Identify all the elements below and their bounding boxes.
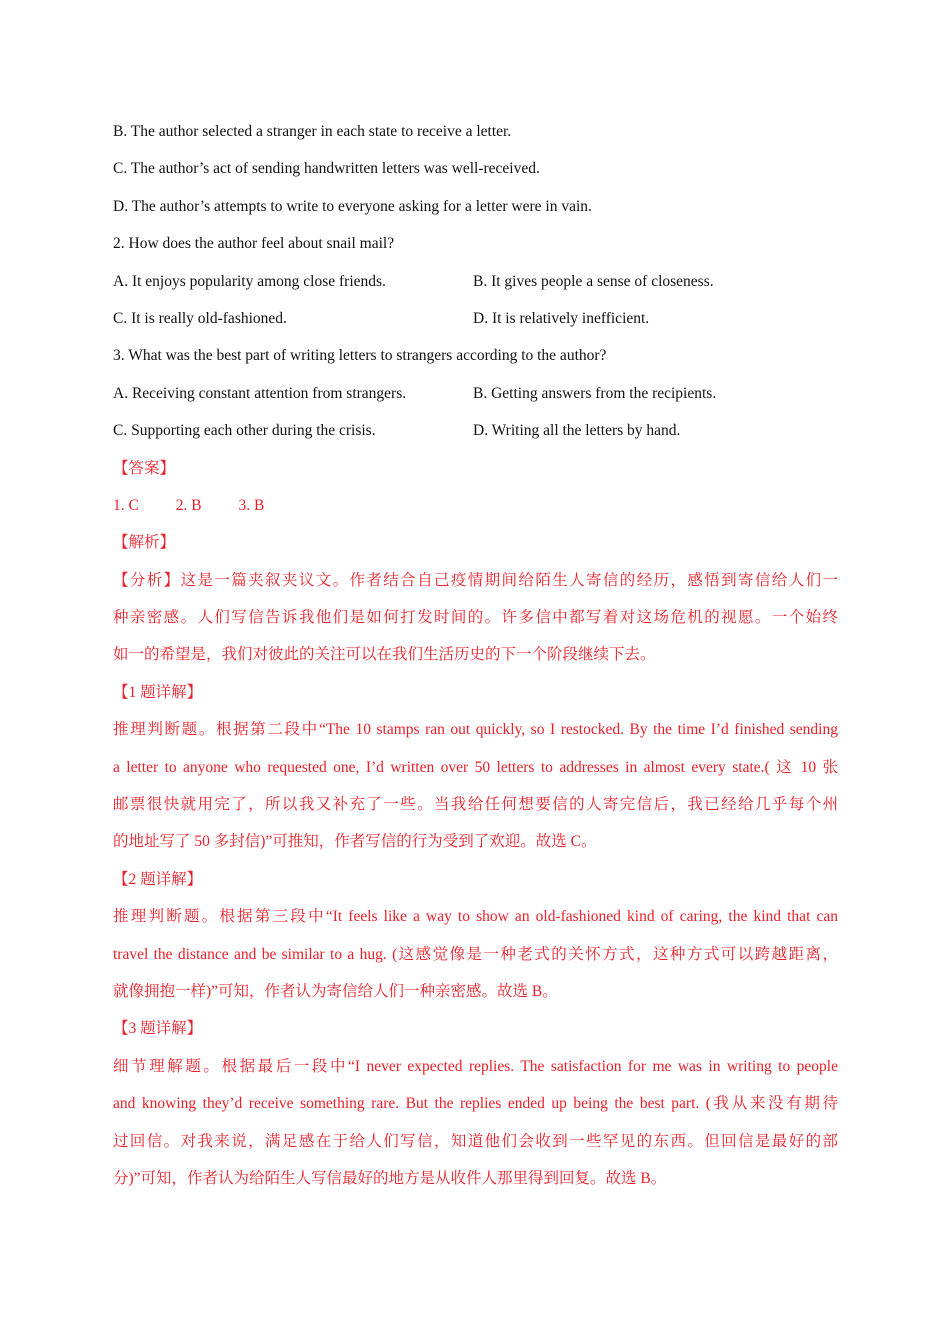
q2-options-row-2 <box>113 300 838 337</box>
q2-option-b: B. It gives people a sense of closeness. <box>473 272 714 290</box>
answer-1: 1. C <box>113 496 139 514</box>
detail3-line: and knowing they’d receive something rare. But the replies ended up being the best part. (我从来没有期待 <box>113 1095 838 1113</box>
q3-stem: 3. What was the best part of writing letters to strangers according to the author? <box>113 347 607 365</box>
q1-option-c: C. The author’s act of sending handwritten letters was well-received. <box>113 160 540 178</box>
q2-options-row-1 <box>113 263 838 300</box>
q3-option-b: B. Getting answers from the recipients. <box>473 384 717 402</box>
detail3-line: 分)”可知，作者认为给陌生人写信最好的地方是从收件人那里得到回复。故选 B。 <box>113 1169 667 1187</box>
detail1-line: a letter to anyone who requested one, I’d written over 50 letters to addresses in almost every state.( 这 10 张 <box>113 758 838 776</box>
q3-option-a: A. Receiving constant attention from strangers. <box>113 384 407 402</box>
detail2-line: 就像拥抱一样)”可知，作者认为寄信给人们一种亲密感。故选 B。 <box>113 982 558 1000</box>
analysis-line: 如一的希望是，我们对彼此的关注可以在我们生活历史的下一个阶段继续下去。 <box>113 646 656 664</box>
detail2-line: 推理判断题。根据第三段中“It feels like a way to show an old-fashioned kind of caring, the kind that can <box>113 908 838 926</box>
answer-2: 2. B <box>175 496 202 514</box>
detail3-line: 细节理解题。根据最后一段中“I never expected replies. The satisfaction for me was in writing to people <box>113 1057 838 1075</box>
q3-option-c: C. Supporting each other during the crisis. <box>113 422 376 440</box>
analysis-line: 种亲密感。人们写信告诉我他们是如何打发时间的。许多信中都写着对这场危机的视愿。一个始终 <box>113 609 838 627</box>
q2-option-d: D. It is relatively inefficient. <box>473 309 650 327</box>
analysis-heading: 【解析】 <box>113 534 176 552</box>
q2-option-c: C. It is really old-fashioned. <box>113 309 287 327</box>
answer-list <box>113 487 838 524</box>
q1-option-d: D. The author’s attempts to write to everyone asking for a letter were in vain. <box>113 197 592 215</box>
detail1-line: 的地址写了 50 多封信)”可推知，作者写信的行为受到了欢迎。故选 C。 <box>113 833 597 851</box>
detail3-line: 过回信。对我来说，满足感在于给人们写信，知道他们会收到一些罕见的东西。但回信是最好的部 <box>113 1132 838 1150</box>
q3-options-row-1 <box>113 375 838 412</box>
detail3-heading: 【3 题详解】 <box>113 1020 203 1038</box>
detail2-heading: 【2 题详解】 <box>113 870 203 888</box>
q1-option-b: B. The author selected a stranger in each state to receive a letter. <box>113 123 512 140</box>
q3-option-d: D. Writing all the letters by hand. <box>473 422 681 440</box>
answer-heading: 【答案】 <box>113 459 176 477</box>
q2-option-a: A. It enjoys popularity among close friends. <box>113 272 386 290</box>
detail2-line: travel the distance and be similar to a hug. (这感觉像是一种老式的关怀方式，这种方式可以跨越距离， <box>113 945 838 963</box>
detail1-line: 邮票很快就用完了，所以我又补充了一些。当我给任何想要信的人寄完信后，我已经给几乎每个州 <box>113 796 838 814</box>
analysis-line: 【分析】这是一篇夹叙夹议文。作者结合自己疫情期间给陌生人寄信的经历，感悟到寄信给人们一 <box>113 571 838 589</box>
detail1-heading: 【1 题详解】 <box>113 683 203 701</box>
detail1-line: 推理判断题。根据第二段中“The 10 stamps ran out quickly, so I restocked. By the time I’d finished sending <box>113 721 838 739</box>
document-page <box>113 113 838 1197</box>
answer-3: 3. B <box>238 496 265 514</box>
q3-options-row-2 <box>113 412 838 449</box>
q2-stem: 2. How does the author feel about snail mail? <box>113 235 395 253</box>
